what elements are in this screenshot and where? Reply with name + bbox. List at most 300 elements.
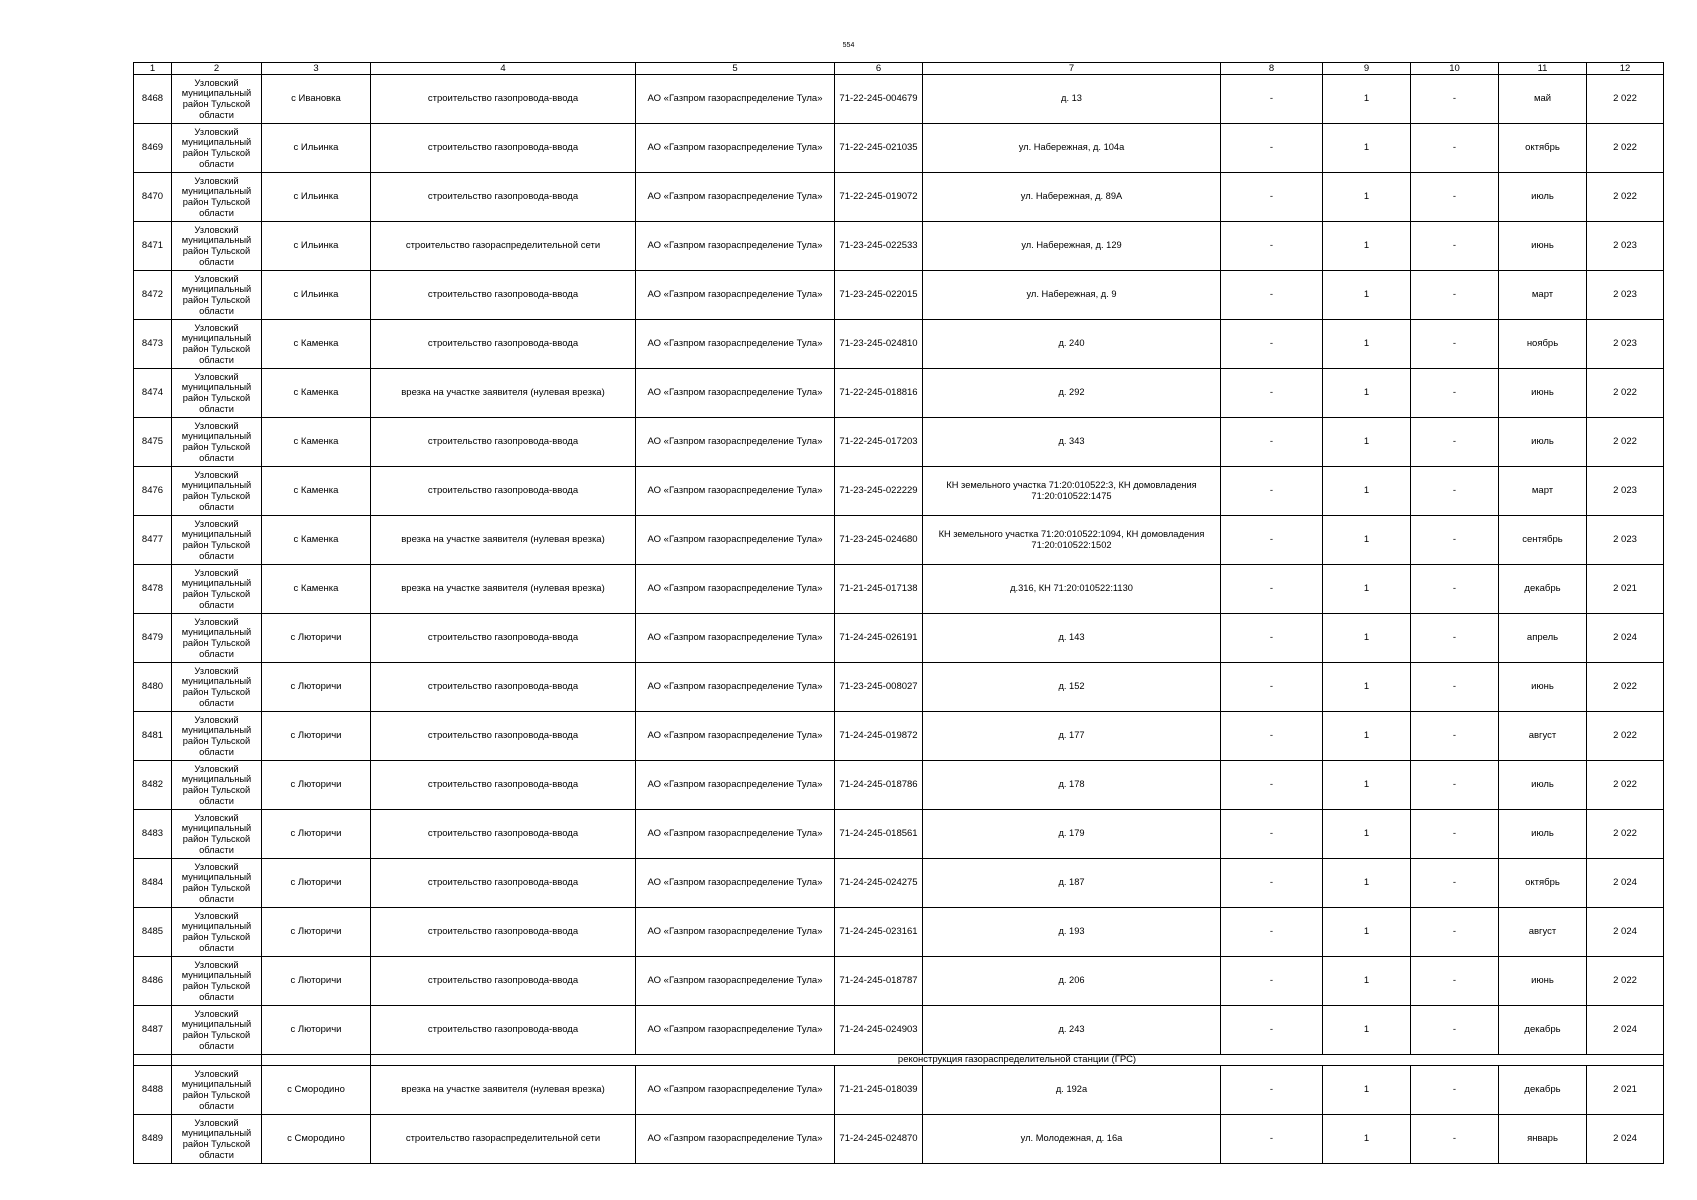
settlement-cell: с Люторичи — [262, 614, 371, 663]
settlement-cell: с Ильинка — [262, 271, 371, 320]
address-cell: д. 187 — [923, 859, 1221, 908]
settlement-cell: с Смородино — [262, 1066, 371, 1115]
address-cell: д. 343 — [923, 418, 1221, 467]
column-header: 6 — [835, 63, 923, 75]
column-10-cell: - — [1411, 1006, 1499, 1055]
column-8-cell: - — [1221, 761, 1323, 810]
month-cell: ноябрь — [1499, 320, 1587, 369]
application-number-cell: 71-24-245-019872 — [835, 712, 923, 761]
table-row — [134, 467, 1664, 516]
row-number: 8488 — [134, 1066, 172, 1115]
application-number-cell: 71-21-245-017138 — [835, 565, 923, 614]
column-10-cell: - — [1411, 1066, 1499, 1115]
column-8-cell: - — [1221, 75, 1323, 124]
column-9-cell: 1 — [1323, 663, 1411, 712]
district-cell: Узловский муниципальный район Тульской области — [172, 957, 262, 1006]
organization-cell: АО «Газпром газораспределение Тула» — [636, 957, 835, 1006]
year-cell: 2 022 — [1587, 418, 1664, 467]
year-cell: 2 023 — [1587, 320, 1664, 369]
column-9-cell: 1 — [1323, 320, 1411, 369]
year-cell: 2 022 — [1587, 957, 1664, 1006]
year-cell: 2 024 — [1587, 1006, 1664, 1055]
settlement-cell: с Ильинка — [262, 124, 371, 173]
column-10-cell: - — [1411, 761, 1499, 810]
table-row — [134, 663, 1664, 712]
organization-cell: АО «Газпром газораспределение Тула» — [636, 222, 835, 271]
row-number: 8483 — [134, 810, 172, 859]
column-header: 4 — [371, 63, 636, 75]
application-number-cell: 71-22-245-021035 — [835, 124, 923, 173]
column-8-cell: - — [1221, 614, 1323, 663]
column-header: 3 — [262, 63, 371, 75]
year-cell: 2 022 — [1587, 75, 1664, 124]
column-8-cell: - — [1221, 565, 1323, 614]
year-cell: 2 022 — [1587, 369, 1664, 418]
organization-cell: АО «Газпром газораспределение Тула» — [636, 1066, 835, 1115]
month-cell: июнь — [1499, 222, 1587, 271]
column-number-row — [134, 63, 1664, 75]
organization-cell: АО «Газпром газораспределение Тула» — [636, 614, 835, 663]
column-header: 2 — [172, 63, 262, 75]
work-type-cell: строительство газопровода-ввода — [371, 173, 636, 222]
column-8-cell: - — [1221, 908, 1323, 957]
column-10-cell: - — [1411, 663, 1499, 712]
column-9-cell: 1 — [1323, 1006, 1411, 1055]
settlement-cell: с Люторичи — [262, 859, 371, 908]
district-cell: Узловский муниципальный район Тульской области — [172, 859, 262, 908]
organization-cell: АО «Газпром газораспределение Тула» — [636, 1115, 835, 1164]
row-number: 8478 — [134, 565, 172, 614]
month-cell: март — [1499, 467, 1587, 516]
table-row — [134, 516, 1664, 565]
application-number-cell: 71-22-245-018816 — [835, 369, 923, 418]
work-type-cell: строительство газораспределительной сети — [371, 222, 636, 271]
column-header: 1 — [134, 63, 172, 75]
column-8-cell: - — [1221, 369, 1323, 418]
column-9-cell: 1 — [1323, 1066, 1411, 1115]
work-type-cell: строительство газопровода-ввода — [371, 467, 636, 516]
district-cell: Узловский муниципальный район Тульской области — [172, 908, 262, 957]
settlement-cell: с Каменка — [262, 467, 371, 516]
column-10-cell: - — [1411, 271, 1499, 320]
row-number: 8469 — [134, 124, 172, 173]
district-cell: Узловский муниципальный район Тульской области — [172, 320, 262, 369]
column-8-cell: - — [1221, 271, 1323, 320]
organization-cell: АО «Газпром газораспределение Тула» — [636, 908, 835, 957]
district-cell: Узловский муниципальный район Тульской области — [172, 75, 262, 124]
settlement-cell: с Каменка — [262, 565, 371, 614]
district-cell: Узловский муниципальный район Тульской области — [172, 124, 262, 173]
column-10-cell: - — [1411, 124, 1499, 173]
year-cell: 2 021 — [1587, 565, 1664, 614]
table-row — [134, 614, 1664, 663]
row-number: 8480 — [134, 663, 172, 712]
column-9-cell: 1 — [1323, 614, 1411, 663]
column-8-cell: - — [1221, 173, 1323, 222]
application-number-cell: 71-23-245-008027 — [835, 663, 923, 712]
address-cell: д. 292 — [923, 369, 1221, 418]
column-header: 11 — [1499, 63, 1587, 75]
column-10-cell: - — [1411, 222, 1499, 271]
month-cell: сентябрь — [1499, 516, 1587, 565]
year-cell: 2 021 — [1587, 1066, 1664, 1115]
settlement-cell: с Ильинка — [262, 222, 371, 271]
district-cell: Узловский муниципальный район Тульской области — [172, 173, 262, 222]
settlement-cell: с Люторичи — [262, 663, 371, 712]
register-table — [133, 62, 1664, 1164]
year-cell: 2 023 — [1587, 516, 1664, 565]
month-cell: октябрь — [1499, 124, 1587, 173]
column-8-cell: - — [1221, 467, 1323, 516]
column-9-cell: 1 — [1323, 712, 1411, 761]
column-10-cell: - — [1411, 320, 1499, 369]
year-cell: 2 023 — [1587, 271, 1664, 320]
year-cell: 2 022 — [1587, 761, 1664, 810]
column-9-cell: 1 — [1323, 271, 1411, 320]
column-10-cell: - — [1411, 418, 1499, 467]
organization-cell: АО «Газпром газораспределение Тула» — [636, 124, 835, 173]
section-row — [134, 1055, 1664, 1066]
section-title: реконструкция газораспределительной станции (ГРС) — [371, 1055, 1664, 1066]
column-9-cell: 1 — [1323, 761, 1411, 810]
column-8-cell: - — [1221, 1115, 1323, 1164]
column-10-cell: - — [1411, 516, 1499, 565]
application-number-cell: 71-23-245-024680 — [835, 516, 923, 565]
column-8-cell: - — [1221, 859, 1323, 908]
application-number-cell: 71-23-245-022533 — [835, 222, 923, 271]
address-cell: КН земельного участка 71:20:010522:3, КН домовладения 71:20:010522:1475 — [923, 467, 1221, 516]
organization-cell: АО «Газпром газораспределение Тула» — [636, 516, 835, 565]
work-type-cell: строительство газопровода-ввода — [371, 124, 636, 173]
organization-cell: АО «Газпром газораспределение Тула» — [636, 810, 835, 859]
work-type-cell: врезка на участке заявителя (нулевая врезка) — [371, 516, 636, 565]
district-cell: Узловский муниципальный район Тульской области — [172, 1066, 262, 1115]
table-row — [134, 320, 1664, 369]
address-cell: д. 206 — [923, 957, 1221, 1006]
month-cell: июль — [1499, 810, 1587, 859]
settlement-cell: с Каменка — [262, 320, 371, 369]
address-cell: ул. Набережная, д. 129 — [923, 222, 1221, 271]
column-10-cell: - — [1411, 1115, 1499, 1164]
work-type-cell: врезка на участке заявителя (нулевая врезка) — [371, 1066, 636, 1115]
settlement-cell: с Ильинка — [262, 173, 371, 222]
address-cell: д. 13 — [923, 75, 1221, 124]
column-8-cell: - — [1221, 320, 1323, 369]
application-number-cell: 71-24-245-018786 — [835, 761, 923, 810]
application-number-cell: 71-22-245-004679 — [835, 75, 923, 124]
table-row — [134, 712, 1664, 761]
work-type-cell: строительство газопровода-ввода — [371, 75, 636, 124]
settlement-cell: с Люторичи — [262, 761, 371, 810]
column-10-cell: - — [1411, 614, 1499, 663]
district-cell: Узловский муниципальный район Тульской области — [172, 810, 262, 859]
section-empty-cell — [134, 1055, 172, 1066]
column-8-cell: - — [1221, 810, 1323, 859]
row-number: 8482 — [134, 761, 172, 810]
address-cell: ул. Набережная, д. 89А — [923, 173, 1221, 222]
table-row — [134, 173, 1664, 222]
year-cell: 2 022 — [1587, 663, 1664, 712]
organization-cell: АО «Газпром газораспределение Тула» — [636, 271, 835, 320]
month-cell: август — [1499, 712, 1587, 761]
organization-cell: АО «Газпром газораспределение Тула» — [636, 761, 835, 810]
column-9-cell: 1 — [1323, 124, 1411, 173]
settlement-cell: с Каменка — [262, 418, 371, 467]
column-header: 10 — [1411, 63, 1499, 75]
column-8-cell: - — [1221, 222, 1323, 271]
work-type-cell: строительство газопровода-ввода — [371, 614, 636, 663]
application-number-cell: 71-24-245-018561 — [835, 810, 923, 859]
row-number: 8487 — [134, 1006, 172, 1055]
month-cell: апрель — [1499, 614, 1587, 663]
settlement-cell: с Каменка — [262, 516, 371, 565]
district-cell: Узловский муниципальный район Тульской области — [172, 467, 262, 516]
column-8-cell: - — [1221, 124, 1323, 173]
column-9-cell: 1 — [1323, 222, 1411, 271]
application-number-cell: 71-23-245-024810 — [835, 320, 923, 369]
address-cell: ул. Молодежная, д. 16а — [923, 1115, 1221, 1164]
table-row — [134, 1006, 1664, 1055]
year-cell: 2 023 — [1587, 467, 1664, 516]
year-cell: 2 024 — [1587, 1115, 1664, 1164]
application-number-cell: 71-24-245-024870 — [835, 1115, 923, 1164]
settlement-cell: с Люторичи — [262, 957, 371, 1006]
column-8-cell: - — [1221, 1066, 1323, 1115]
table-row — [134, 271, 1664, 320]
application-number-cell: 71-24-245-024903 — [835, 1006, 923, 1055]
row-number: 8489 — [134, 1115, 172, 1164]
table-row — [134, 859, 1664, 908]
column-header: 7 — [923, 63, 1221, 75]
organization-cell: АО «Газпром газораспределение Тула» — [636, 173, 835, 222]
district-cell: Узловский муниципальный район Тульской области — [172, 761, 262, 810]
application-number-cell: 71-24-245-024275 — [835, 859, 923, 908]
column-9-cell: 1 — [1323, 418, 1411, 467]
month-cell: июль — [1499, 173, 1587, 222]
column-10-cell: - — [1411, 859, 1499, 908]
table-row — [134, 1066, 1664, 1115]
application-number-cell: 71-24-245-023161 — [835, 908, 923, 957]
work-type-cell: строительство газораспределительной сети — [371, 1115, 636, 1164]
year-cell: 2 024 — [1587, 859, 1664, 908]
month-cell: январь — [1499, 1115, 1587, 1164]
address-cell: д. 152 — [923, 663, 1221, 712]
organization-cell: АО «Газпром газораспределение Тула» — [636, 418, 835, 467]
row-number: 8486 — [134, 957, 172, 1006]
row-number: 8472 — [134, 271, 172, 320]
address-cell: д.316, КН 71:20:010522:1130 — [923, 565, 1221, 614]
column-10-cell: - — [1411, 712, 1499, 761]
work-type-cell: врезка на участке заявителя (нулевая врезка) — [371, 369, 636, 418]
settlement-cell: с Люторичи — [262, 712, 371, 761]
address-cell: д. 179 — [923, 810, 1221, 859]
settlement-cell: с Люторичи — [262, 810, 371, 859]
application-number-cell: 71-22-245-019072 — [835, 173, 923, 222]
column-10-cell: - — [1411, 810, 1499, 859]
month-cell: июнь — [1499, 957, 1587, 1006]
organization-cell: АО «Газпром газораспределение Тула» — [636, 467, 835, 516]
column-8-cell: - — [1221, 957, 1323, 1006]
address-cell: д. 177 — [923, 712, 1221, 761]
month-cell: июнь — [1499, 369, 1587, 418]
settlement-cell: с Ивановка — [262, 75, 371, 124]
column-10-cell: - — [1411, 75, 1499, 124]
table-row — [134, 565, 1664, 614]
table-row — [134, 418, 1664, 467]
column-9-cell: 1 — [1323, 369, 1411, 418]
district-cell: Узловский муниципальный район Тульской области — [172, 222, 262, 271]
settlement-cell: с Люторичи — [262, 908, 371, 957]
column-9-cell: 1 — [1323, 516, 1411, 565]
district-cell: Узловский муниципальный район Тульской области — [172, 1006, 262, 1055]
year-cell: 2 022 — [1587, 810, 1664, 859]
year-cell: 2 022 — [1587, 173, 1664, 222]
row-number: 8471 — [134, 222, 172, 271]
row-number: 8473 — [134, 320, 172, 369]
application-number-cell: 71-23-245-022229 — [835, 467, 923, 516]
column-8-cell: - — [1221, 1006, 1323, 1055]
month-cell: декабрь — [1499, 1006, 1587, 1055]
month-cell: декабрь — [1499, 565, 1587, 614]
month-cell: июль — [1499, 418, 1587, 467]
organization-cell: АО «Газпром газораспределение Тула» — [636, 859, 835, 908]
work-type-cell: строительство газопровода-ввода — [371, 859, 636, 908]
address-cell: д. 178 — [923, 761, 1221, 810]
column-header: 8 — [1221, 63, 1323, 75]
section-empty-cell — [172, 1055, 262, 1066]
district-cell: Узловский муниципальный район Тульской области — [172, 614, 262, 663]
district-cell: Узловский муниципальный район Тульской области — [172, 663, 262, 712]
work-type-cell: строительство газопровода-ввода — [371, 957, 636, 1006]
month-cell: май — [1499, 75, 1587, 124]
column-9-cell: 1 — [1323, 908, 1411, 957]
column-9-cell: 1 — [1323, 565, 1411, 614]
row-number: 8479 — [134, 614, 172, 663]
address-cell: д. 240 — [923, 320, 1221, 369]
settlement-cell: с Люторичи — [262, 1006, 371, 1055]
organization-cell: АО «Газпром газораспределение Тула» — [636, 1006, 835, 1055]
organization-cell: АО «Газпром газораспределение Тула» — [636, 565, 835, 614]
column-9-cell: 1 — [1323, 957, 1411, 1006]
address-cell: д. 243 — [923, 1006, 1221, 1055]
month-cell: октябрь — [1499, 859, 1587, 908]
column-8-cell: - — [1221, 516, 1323, 565]
year-cell: 2 022 — [1587, 712, 1664, 761]
column-10-cell: - — [1411, 957, 1499, 1006]
table-row — [134, 761, 1664, 810]
application-number-cell: 71-24-245-018787 — [835, 957, 923, 1006]
application-number-cell: 71-22-245-017203 — [835, 418, 923, 467]
column-9-cell: 1 — [1323, 810, 1411, 859]
column-9-cell: 1 — [1323, 173, 1411, 222]
district-cell: Узловский муниципальный район Тульской области — [172, 712, 262, 761]
month-cell: март — [1499, 271, 1587, 320]
district-cell: Узловский муниципальный район Тульской области — [172, 516, 262, 565]
table-body — [134, 75, 1664, 1164]
column-header: 9 — [1323, 63, 1411, 75]
table-row — [134, 124, 1664, 173]
column-header: 5 — [636, 63, 835, 75]
address-cell: д. 192а — [923, 1066, 1221, 1115]
organization-cell: АО «Газпром газораспределение Тула» — [636, 75, 835, 124]
month-cell: июль — [1499, 761, 1587, 810]
settlement-cell: с Смородино — [262, 1115, 371, 1164]
column-10-cell: - — [1411, 565, 1499, 614]
month-cell: август — [1499, 908, 1587, 957]
column-9-cell: 1 — [1323, 75, 1411, 124]
work-type-cell: строительство газопровода-ввода — [371, 271, 636, 320]
work-type-cell: строительство газопровода-ввода — [371, 908, 636, 957]
year-cell: 2 024 — [1587, 908, 1664, 957]
month-cell: декабрь — [1499, 1066, 1587, 1115]
table-row — [134, 75, 1664, 124]
table-row — [134, 908, 1664, 957]
row-number: 8474 — [134, 369, 172, 418]
table-row — [134, 957, 1664, 1006]
month-cell: июнь — [1499, 663, 1587, 712]
table-row — [134, 369, 1664, 418]
application-number-cell: 71-23-245-022015 — [835, 271, 923, 320]
address-cell: ул. Набережная, д. 104а — [923, 124, 1221, 173]
column-8-cell: - — [1221, 712, 1323, 761]
work-type-cell: строительство газопровода-ввода — [371, 1006, 636, 1055]
row-number: 8470 — [134, 173, 172, 222]
year-cell: 2 023 — [1587, 222, 1664, 271]
row-number: 8477 — [134, 516, 172, 565]
district-cell: Узловский муниципальный район Тульской области — [172, 369, 262, 418]
organization-cell: АО «Газпром газораспределение Тула» — [636, 369, 835, 418]
table-row — [134, 222, 1664, 271]
column-9-cell: 1 — [1323, 859, 1411, 908]
work-type-cell: строительство газопровода-ввода — [371, 810, 636, 859]
column-10-cell: - — [1411, 369, 1499, 418]
column-10-cell: - — [1411, 467, 1499, 516]
row-number: 8484 — [134, 859, 172, 908]
address-cell: д. 143 — [923, 614, 1221, 663]
district-cell: Узловский муниципальный район Тульской области — [172, 418, 262, 467]
row-number: 8468 — [134, 75, 172, 124]
district-cell: Узловский муниципальный район Тульской области — [172, 565, 262, 614]
address-cell: КН земельного участка 71:20:010522:1094, КН домовладения 71:20:010522:1502 — [923, 516, 1221, 565]
work-type-cell: строительство газопровода-ввода — [371, 761, 636, 810]
year-cell: 2 022 — [1587, 124, 1664, 173]
settlement-cell: с Каменка — [262, 369, 371, 418]
table-row — [134, 810, 1664, 859]
work-type-cell: строительство газопровода-ввода — [371, 712, 636, 761]
row-number: 8481 — [134, 712, 172, 761]
work-type-cell: врезка на участке заявителя (нулевая врезка) — [371, 565, 636, 614]
column-8-cell: - — [1221, 663, 1323, 712]
row-number: 8485 — [134, 908, 172, 957]
column-10-cell: - — [1411, 908, 1499, 957]
organization-cell: АО «Газпром газораспределение Тула» — [636, 712, 835, 761]
column-10-cell: - — [1411, 173, 1499, 222]
address-cell: д. 193 — [923, 908, 1221, 957]
work-type-cell: строительство газопровода-ввода — [371, 320, 636, 369]
column-8-cell: - — [1221, 418, 1323, 467]
column-header: 12 — [1587, 63, 1664, 75]
column-9-cell: 1 — [1323, 1115, 1411, 1164]
address-cell: ул. Набережная, д. 9 — [923, 271, 1221, 320]
application-number-cell: 71-21-245-018039 — [835, 1066, 923, 1115]
column-9-cell: 1 — [1323, 467, 1411, 516]
row-number: 8476 — [134, 467, 172, 516]
page-number: 554 — [842, 42, 855, 49]
section-empty-cell — [262, 1055, 371, 1066]
work-type-cell: строительство газопровода-ввода — [371, 663, 636, 712]
district-cell: Узловский муниципальный район Тульской области — [172, 1115, 262, 1164]
organization-cell: АО «Газпром газораспределение Тула» — [636, 320, 835, 369]
